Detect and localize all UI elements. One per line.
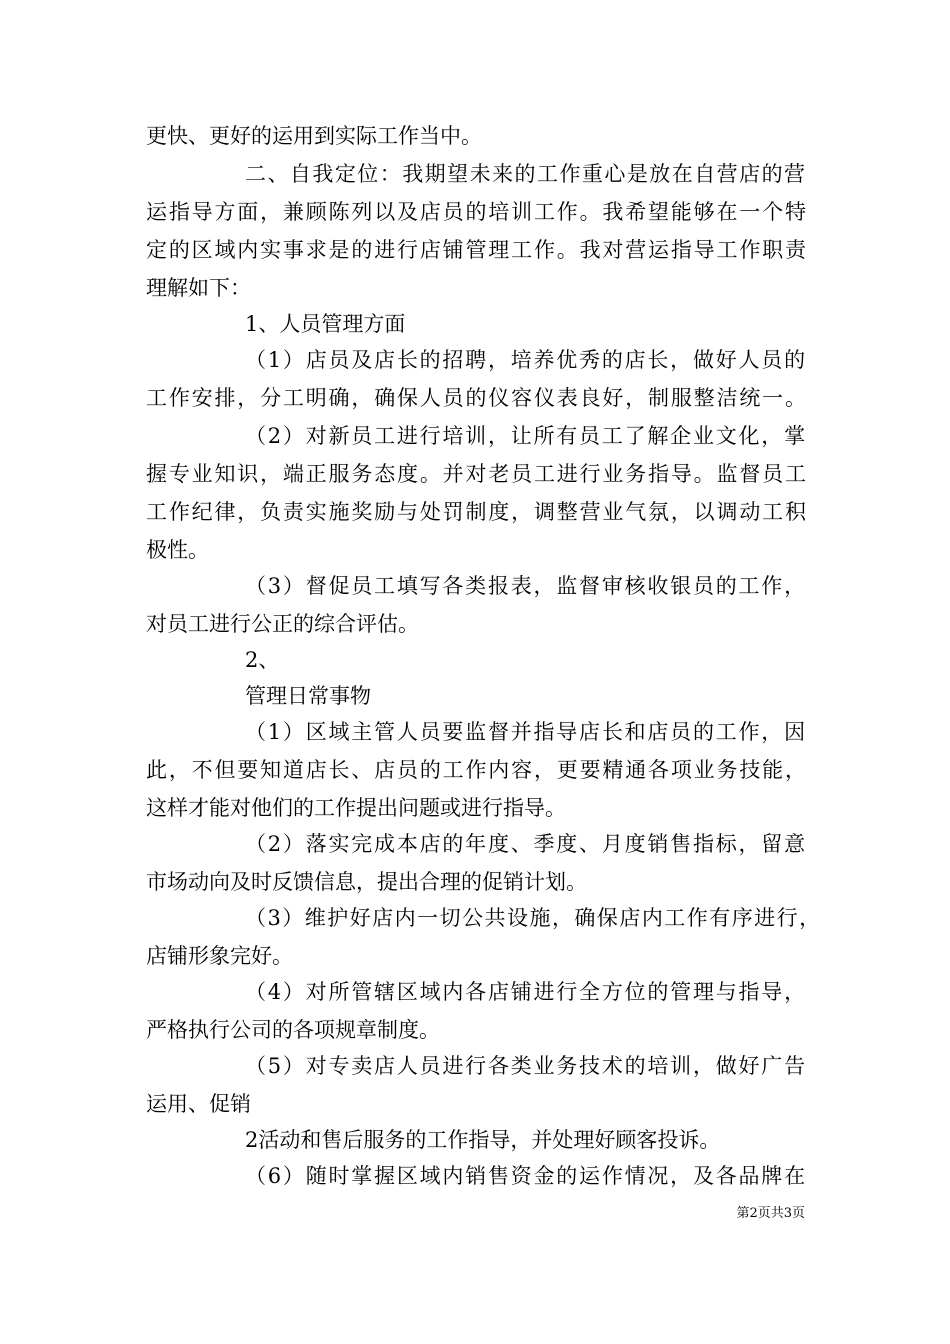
paragraph-line: （1）区域主管人员要监督并指导店长和店员的工作，因 — [245, 720, 807, 744]
paragraph-line: （1）店员及店长的招聘，培养优秀的店长，做好人员的 — [245, 348, 807, 372]
paragraph-line: 工作纪律，负责实施奖励与处罚制度，调整营业气氛，以调动工积 — [146, 500, 808, 524]
paragraph-line: （4）对所管辖区域内各店铺进行全方位的管理与指导， — [245, 980, 807, 1004]
section-heading: 管理日常事物 — [245, 684, 371, 708]
paragraph-line: 二、自我定位：我期望未来的工作重心是放在自营店的营 — [245, 162, 807, 186]
paragraph-line: （3）维护好店内一切公共设施，确保店内工作有序进行， — [245, 906, 822, 930]
section-number: 2、 — [245, 648, 280, 672]
paragraph-line: 市场动向及时反馈信息，提出合理的促销计划。 — [146, 870, 587, 894]
paragraph-line: 工作安排，分工明确，确保人员的仪容仪表良好，制服整洁统一。 — [146, 386, 808, 410]
paragraph-line: （5）对专卖店人员进行各类业务技术的培训，做好广告 — [245, 1054, 807, 1078]
paragraph-line: 极性。 — [146, 538, 209, 562]
paragraph-line: （6）随时掌握区域内销售资金的运作情况，及各品牌在 — [245, 1164, 807, 1188]
paragraph-line: 定的区域内实事求是的进行店铺管理工作。我对营运指导工作职责 — [146, 238, 808, 262]
paragraph-line: 运指导方面，兼顾陈列以及店员的培训工作。我希望能够在一个特 — [146, 200, 808, 224]
paragraph-line: （3）督促员工填写各类报表，监督审核收银员的工作， — [245, 574, 807, 598]
paragraph-line: （2）对新员工进行培训，让所有员工了解企业文化，掌 — [245, 424, 807, 448]
paragraph-line: （2）落实完成本店的年度、季度、月度销售指标，留意 — [245, 832, 807, 856]
paragraph-line: 握专业知识，端正服务态度。并对老员工进行业务指导。监督员工 — [146, 462, 808, 486]
paragraph-line: 理解如下： — [146, 276, 251, 300]
paragraph-line: 对员工进行公正的综合评估。 — [146, 612, 419, 636]
paragraph-line: 运用、促销 — [146, 1092, 251, 1116]
paragraph-line: 更快、更好的运用到实际工作当中。 — [146, 124, 482, 148]
paragraph-line: 此，不但要知道店长、店员的工作内容，更要精通各项业务技能， — [146, 758, 808, 782]
section-heading: 1、人员管理方面 — [245, 312, 406, 336]
paragraph-line: 2活动和售后服务的工作指导，并处理好顾客投诉。 — [245, 1128, 721, 1152]
paragraph-line: 严格执行公司的各项规章制度。 — [146, 1018, 440, 1042]
page-number-footer: 第2页共3页 — [736, 1206, 805, 1221]
paragraph-line: 这样才能对他们的工作提出问题或进行指导。 — [146, 796, 566, 820]
paragraph-line: 店铺形象完好。 — [146, 944, 293, 968]
